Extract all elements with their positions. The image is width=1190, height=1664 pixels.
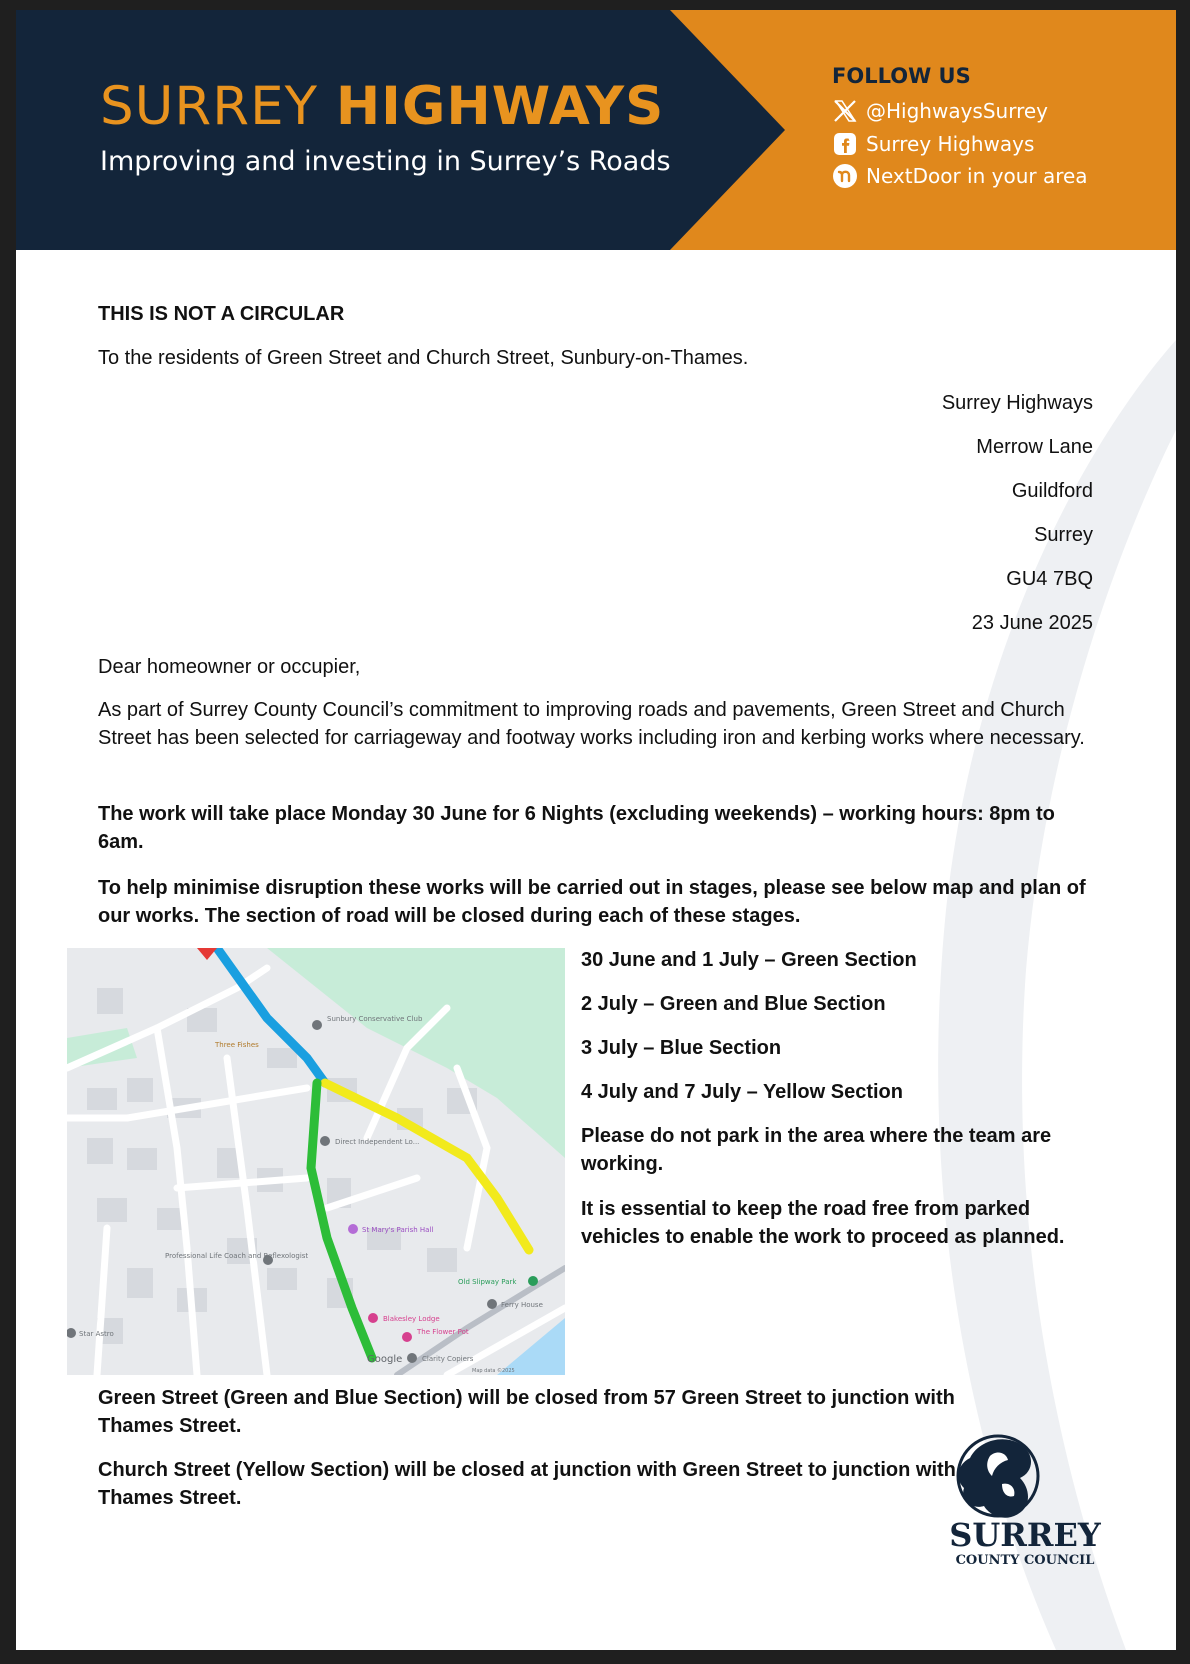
surrey-county-council-logo <box>940 1428 1110 1578</box>
schedule-item: 30 June and 1 July – Green Section <box>581 949 917 971</box>
map-label: Ferry House <box>501 1301 543 1309</box>
map-label: Professional Life Coach and Reflexologist <box>165 1252 309 1260</box>
follow-us-title: FOLLOW US <box>832 64 971 88</box>
map-label: Direct Independent Lo... <box>335 1138 420 1146</box>
map-label: Google <box>367 1354 403 1365</box>
map-label: Sunbury Conservative Club <box>327 1015 423 1023</box>
schedule-item: 4 July and 7 July – Yellow Section <box>581 1081 903 1103</box>
nextdoor-icon <box>832 163 858 189</box>
schedule-item: 3 July – Blue Section <box>581 1037 782 1059</box>
salutation: Dear homeowner or occupier, <box>98 656 361 678</box>
map-label: Star Astro <box>79 1330 114 1338</box>
address-line: Surrey Highways <box>941 392 1093 414</box>
stages-paragraph: To help minimise disruption these works will be carried out in stages, please see below map and plan of our works. The section of road will be closed during each of these stages. <box>98 877 1086 927</box>
intro-paragraph: As part of Surrey County Council’s commitment to improving roads and pavements, Green Street and Church Street has been selected for carriageway and footway works including iron and kerbing works where necessary. <box>98 699 1085 749</box>
facebook-icon <box>832 131 858 157</box>
map-label: Blakesley Lodge <box>383 1315 440 1323</box>
brand-tagline: Improving and investing in Surrey’s Roads <box>100 146 671 177</box>
letter-date: 23 June 2025 <box>971 612 1093 634</box>
map-label: Map data ©2025 <box>472 1368 515 1374</box>
brand-title: SURREY HIGHWAYS <box>100 76 665 137</box>
map-label: Three Fishes <box>215 1041 259 1049</box>
works-map[interactable] <box>67 948 565 1375</box>
parking-warning: It is essential to keep the road free from parked vehicles to enable the work to proceed as planned. <box>581 1198 1065 1248</box>
map-label: Clarity Copiers <box>422 1355 474 1363</box>
recipient-line: To the residents of Green Street and Church Street, Sunbury-on-Thames. <box>98 347 749 369</box>
social-nextdoor-label: NextDoor in your area <box>866 164 1088 188</box>
not-circular-heading: THIS IS NOT A CIRCULAR <box>98 303 345 325</box>
council-subtitle: COUNTY COUNCIL <box>955 1553 1095 1568</box>
address-line: GU4 7BQ <box>1006 568 1093 590</box>
schedule-item: 2 July – Green and Blue Section <box>581 993 886 1015</box>
closure-green-blue: Green Street (Green and Blue Section) will be closed from 57 Green Street to junction with Thames Street. <box>98 1387 955 1437</box>
parking-note: Please do not park in the area where the team are working. <box>581 1125 1052 1175</box>
council-crest-icon <box>940 1428 1110 1578</box>
social-facebook[interactable] <box>832 131 1034 157</box>
letter-page <box>16 10 1176 1650</box>
map-graphic <box>67 948 565 1375</box>
timing-paragraph: The work will take place Monday 30 June for 6 Nights (excluding weekends) – working hours: 8pm to 6am. <box>98 803 1055 853</box>
social-x[interactable] <box>832 98 1048 124</box>
header-banner <box>16 10 1176 250</box>
map-label: The Flower Pot <box>417 1328 469 1336</box>
map-label: St Mary's Parish Hall <box>362 1226 434 1234</box>
x-logo-icon <box>832 98 858 124</box>
address-line: Surrey <box>1034 524 1093 546</box>
address-line: Guildford <box>1011 480 1093 502</box>
social-facebook-label: Surrey Highways <box>866 132 1035 156</box>
social-x-label: @HighwaysSurrey <box>866 99 1049 123</box>
social-nextdoor[interactable] <box>832 163 1088 189</box>
address-line: Merrow Lane <box>976 436 1093 458</box>
closure-yellow: Church Street (Yellow Section) will be closed at junction with Green Street to junction with Thames Street. <box>98 1459 956 1509</box>
council-name: SURREY <box>949 1516 1101 1554</box>
map-label: Old Slipway Park <box>458 1278 517 1286</box>
